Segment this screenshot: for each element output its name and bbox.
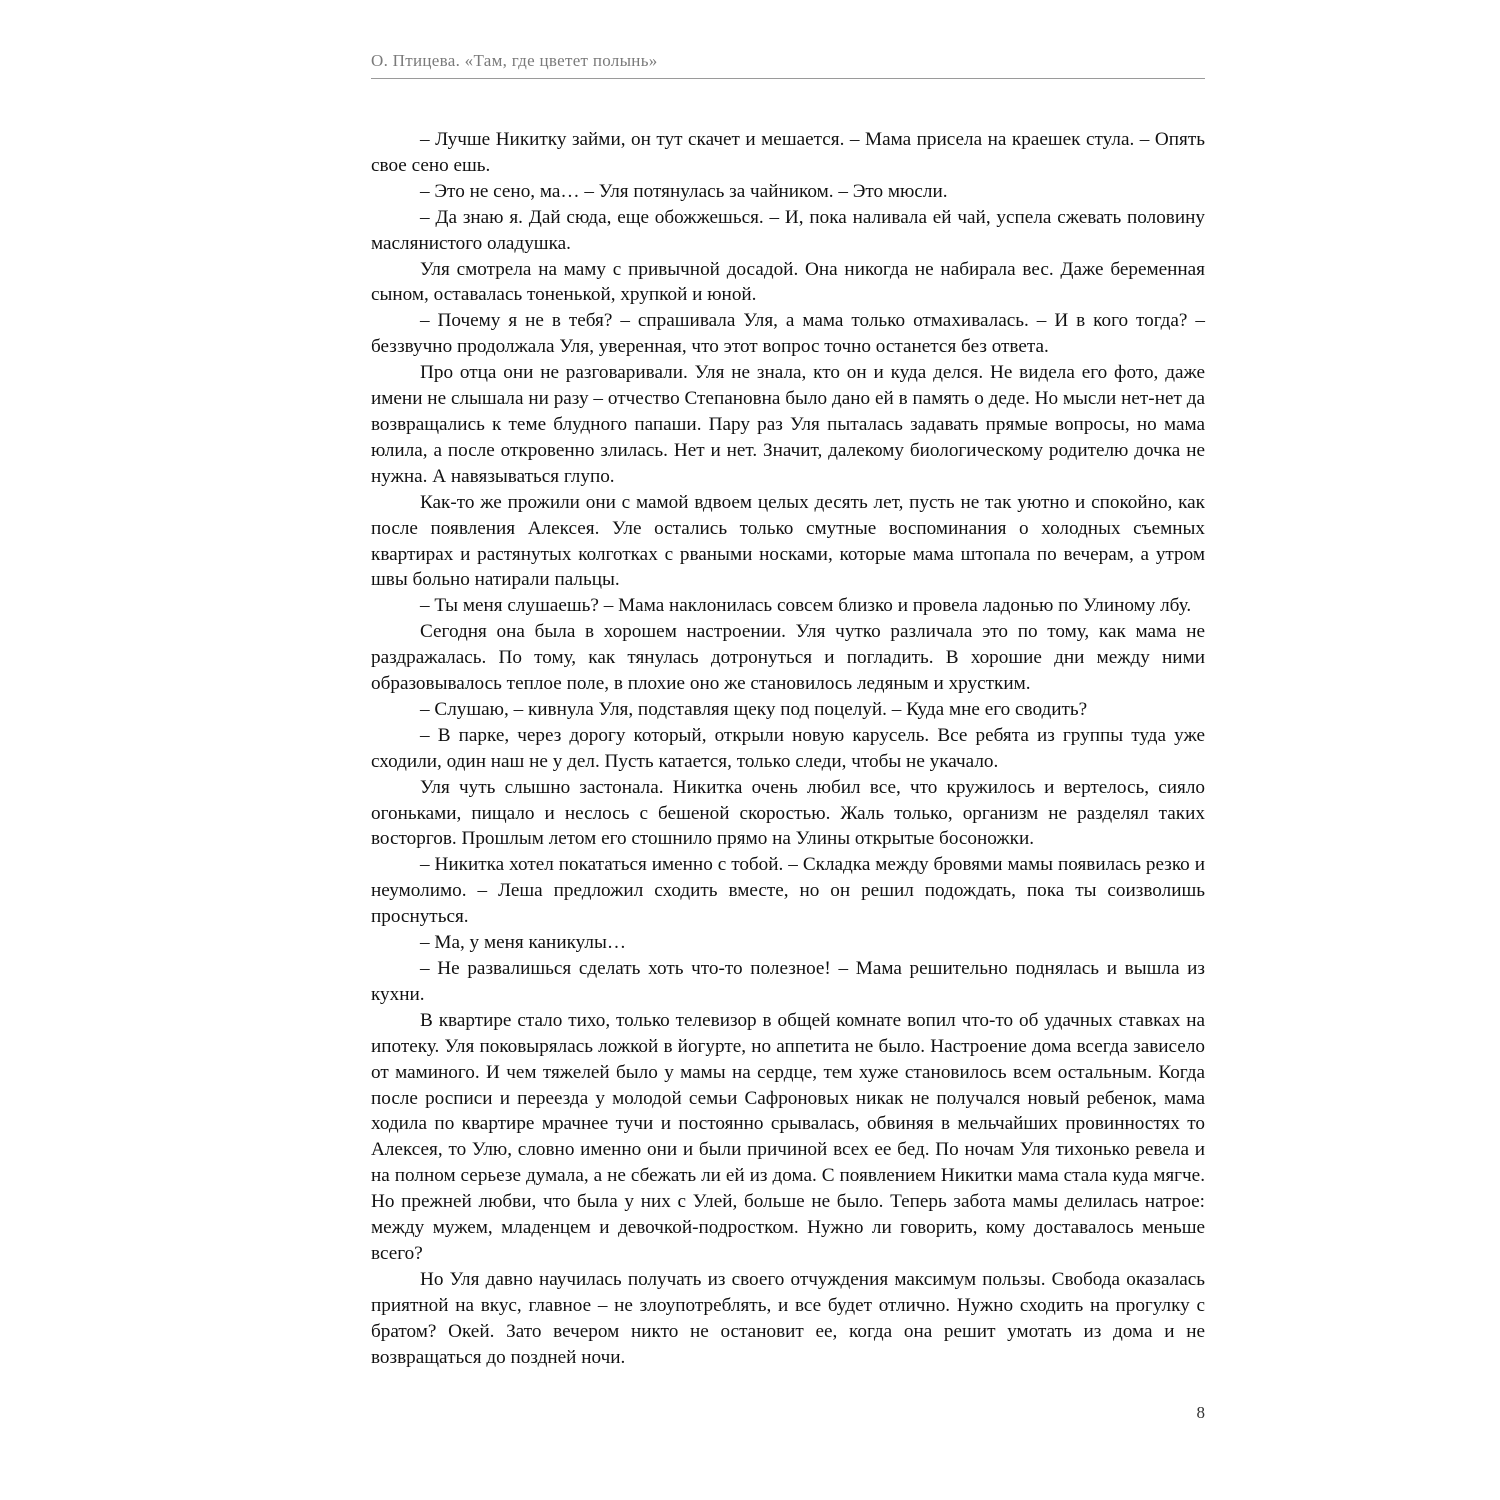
paragraph-17: Но Уля давно научилась получать из своего отчуждения максимум пользы. Свобода оказалась приятной на вкус, главное – не злоупотреблять, и все будет отлично. Нужно сходить на прогулку с братом? Окей. Зато вечером никто не остановит ее, когда она решит умотать из дома и не возвращаться до поздней ночи. <box>371 1268 1205 1368</box>
paragraph-10: – Слушаю, – кивнула Уля, подставляя щеку под поцелуй. – Куда мне его сводить? <box>420 698 1088 720</box>
paragraph-6: Про отца они не разговаривали. Уля не знала, кто он и куда делся. Не видела его фото, даже имени не слышала ни разу – отчество Степановна было дано ей в память о деде. Но мысли нет-нет да возвращались к теме блудного папаши. Пару раз Уля пыталась задавать прямые вопросы, но мама юлила, а после откровенно злилась. Нет и нет. Значит, далекому биологическому родителю дочка не нужна. А навязываться глупо. <box>371 362 1205 487</box>
paragraph-9: Сегодня она была в хорошем настроении. Уля чутко различала это по тому, как мама не раздражалась. По тому, как тянулась дотронуться и погладить. В хорошие дни между ними образовывалось теплое поле, в плохие оно же становилось ледяным и хрустким. <box>371 621 1205 695</box>
paragraph-4: Уля смотрела на маму с привычной досадой. Она никогда не набирала вес. Даже беременная сыном, оставалась тоненькой, хрупкой и юной. <box>371 258 1205 306</box>
paragraph-12: Уля чуть слышно застонала. Никитка очень любил все, что кружилось и вертелось, сияло огоньками, пищало и неслось с бешеной скоростью. Жаль только, организм не разделял таких восторгов. Прошлым летом его стошнило прямо на Улины открытые босоножки. <box>371 776 1205 850</box>
paragraph-8: – Ты меня слушаешь? – Мама наклонилась совсем близко и провела ладонью по Улиному лбу. <box>420 595 1192 617</box>
paragraph-14: – Ма, у меня каникулы… <box>420 932 627 954</box>
paragraph-5: – Почему я не в тебя? – спрашивала Уля, а мама только отмахивалась. – И в кого тогда? – беззвучно продолжала Уля, уверенная, что этот вопрос точно останется без ответа. <box>371 310 1205 358</box>
paragraph-11: – В парке, через дорогу который, открыли новую карусель. Все ребята из группы туда уже сходили, один наш не у дел. Пусть катается, только следи, чтобы не укачало. <box>371 724 1205 772</box>
paragraph-7: Как-то же прожили они с мамой вдвоем целых десять лет, пусть не так уютно и спокойно, как после появления Алексея. Уле остались только смутные воспоминания о холодных съемных квартирах и растянутых колготках с рваными носками, которые мама штопала по вечерам, а утром швы больно натирали пальцы. <box>371 491 1205 591</box>
page-number: 8 <box>1196 1403 1205 1422</box>
page-header <box>371 50 1205 79</box>
running-head: О. Птицева. «Там, где цветет полынь» <box>371 51 658 70</box>
paragraph-3: – Да знаю я. Дай сюда, еще обожжешься. – И, пока наливала ей чай, успела сжевать половину маслянистого оладушка. <box>371 206 1205 254</box>
paragraph-13: – Никитка хотел покататься именно с тобой. – Складка между бровями мамы появилась резко и неумолимо. – Леша предложил сходить вместе, но он решил подождать, пока ты соизволишь проснуться. <box>371 854 1205 928</box>
paragraph-16: В квартире стало тихо, только телевизор в общей комнате вопил что-то об удачных ставках на ипотеку. Уля поковырялась ложкой в йогурте, но аппетита не было. Настроение дома всегда зависело от маминого. И чем тяжелей было у мамы на сердце, тем хуже становилось всем остальным. Когда после росписи и переезда у молодой семьи Сафроновых никак не получался новый ребенок, мама ходила по квартире мрачнее тучи и постоянно срывалась, обвиняя в мельчайших провинностях то Алексея, то Улю, словно именно они и были причиной всех ее бед. По ночам Уля тихонько ревела и на полном серьезе думала, а не сбежать ли ей из дома. С появлением Никитки мама стала куда мягче. Но прежней любви, что была у них с Улей, больше не было. Теперь забота мамы делилась натрое: между мужем, младенцем и девочкой-подростком. Нужно ли говорить, кому доставалось меньше всего? <box>371 1009 1205 1264</box>
paragraph-1: – Лучше Никитку займи, он тут скачет и мешается. – Мама присела на краешек стула. – Опять свое сено ешь. <box>371 129 1205 176</box>
paragraph-2: – Это не сено, ма… – Уля потянулась за чайником. – Это мюсли. <box>420 180 948 202</box>
body-text <box>371 127 1205 1371</box>
paragraph-15: – Не развалишься сделать хоть что-то полезное! – Мама решительно поднялась и вышла из кухни. <box>371 958 1205 1005</box>
